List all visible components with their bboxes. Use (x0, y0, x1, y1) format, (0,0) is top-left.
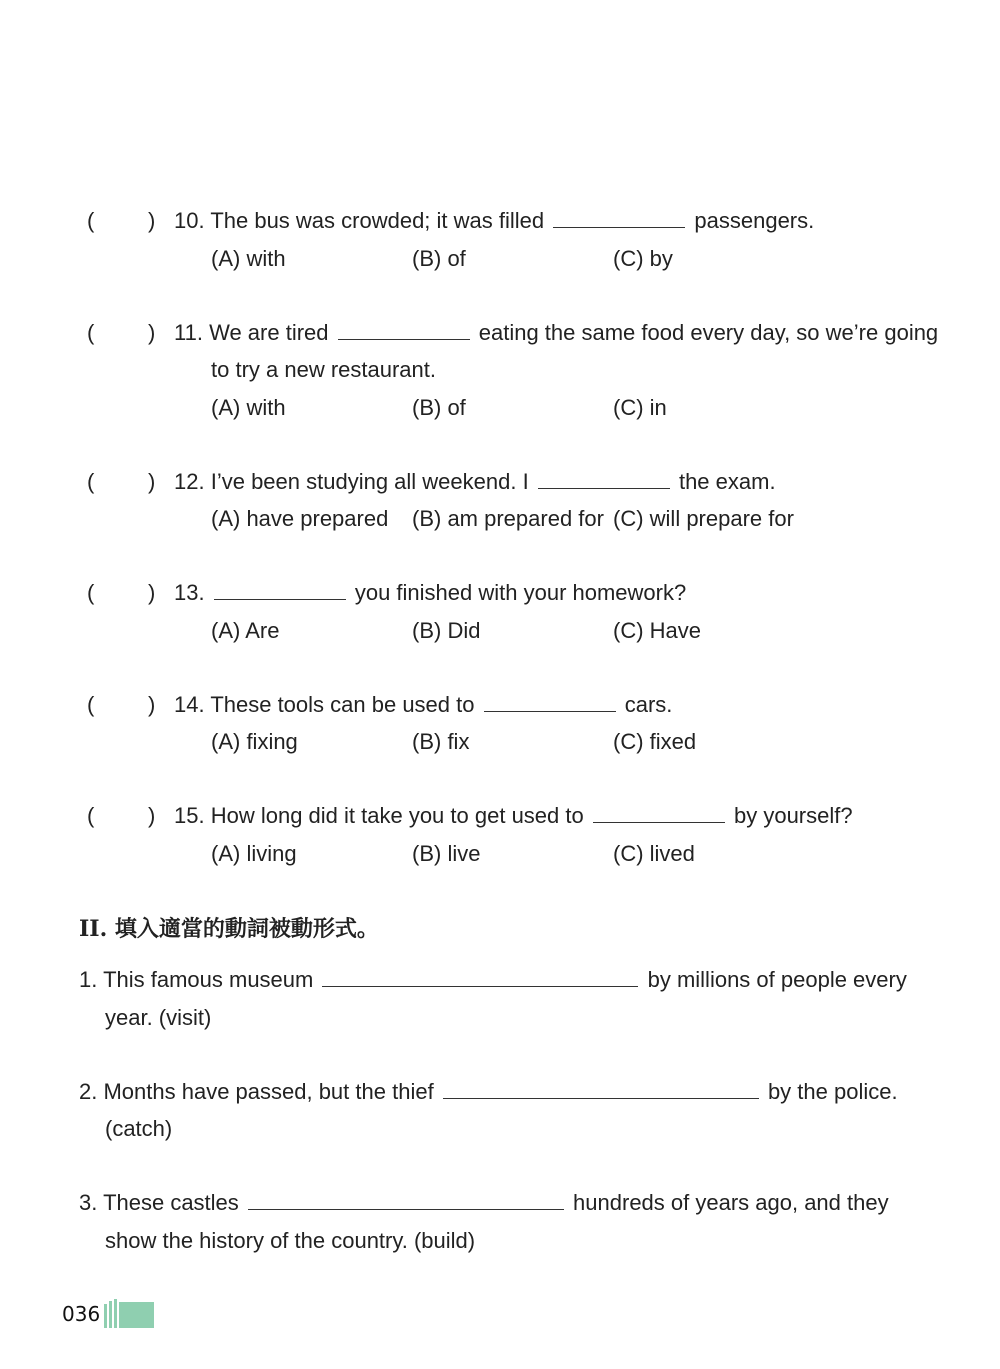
question-text-continuation: to try a new restaurant. (211, 357, 436, 382)
books-icon (104, 1299, 156, 1329)
answer-paren-close: ) (148, 580, 156, 605)
fill-item-after: hundreds of years ago, and they (573, 1190, 889, 1215)
question-number: 12. (174, 469, 205, 494)
option-c: (C) Have (613, 618, 702, 643)
question-text (174, 803, 853, 829)
option-a: (A) fixing (211, 729, 298, 754)
answer-blank (553, 227, 685, 228)
option-c: (C) will prepare for (613, 506, 794, 531)
question-number: 13. (174, 580, 205, 605)
fill-item-after: by the police. (767, 1079, 898, 1104)
question-text (174, 580, 686, 606)
answer-blank (484, 711, 616, 712)
fill-item-before: 1. This famous museum (79, 967, 314, 992)
question-text-after: passengers. (694, 208, 815, 233)
option-a: (A) with (211, 395, 286, 420)
question-number: 10. (174, 208, 205, 233)
answer-blank (443, 1098, 759, 1099)
section-title: II. 填入適當的動詞被動形式。 (79, 916, 379, 942)
answer-blank (338, 339, 470, 340)
fill-item-continuation: show the history of the country. (build) (105, 1228, 476, 1253)
question-text-after: eating the same food every day, so we’re going (478, 320, 939, 345)
option-a: (A) living (211, 841, 297, 866)
option-a: (A) have prepared (211, 506, 389, 531)
answer-blank (322, 986, 638, 987)
question-text-after: cars. (624, 692, 673, 717)
answer-paren-open: ( (87, 692, 95, 717)
option-c: (C) by (613, 246, 673, 271)
question-text-before: We are tired (209, 320, 329, 345)
question-text-before: I’ve been studying all weekend. I (210, 469, 529, 494)
option-a: (A) Are (211, 618, 280, 643)
question-number: 15. (174, 803, 205, 828)
option-b: (B) of (412, 395, 466, 420)
answer-paren-open: ( (87, 208, 95, 233)
question-text-before: These tools can be used to (210, 692, 475, 717)
option-b: (B) am prepared for (412, 506, 604, 531)
fill-item-line (79, 1079, 898, 1105)
answer-blank (538, 488, 670, 489)
page-number: 036 (62, 1302, 101, 1326)
option-b: (B) live (412, 841, 481, 866)
option-c: (C) fixed (613, 729, 697, 754)
answer-blank (593, 822, 725, 823)
option-b: (B) Did (412, 618, 481, 643)
question-text-after: the exam. (678, 469, 776, 494)
answer-paren-close: ) (148, 469, 156, 494)
question-number: 14. (174, 692, 205, 717)
fill-item-before: 2. Months have passed, but the thief (79, 1079, 434, 1104)
option-c: (C) in (613, 395, 667, 420)
question-text (174, 208, 814, 234)
fill-item-line (79, 1190, 889, 1216)
fill-item-after: by millions of people every (647, 967, 907, 992)
answer-blank (248, 1209, 564, 1210)
answer-paren-open: ( (87, 580, 95, 605)
option-b: (B) of (412, 246, 466, 271)
fill-item-line (79, 967, 907, 993)
question-text (174, 320, 938, 346)
answer-paren-close: ) (148, 692, 156, 717)
question-text-before: How long did it take you to get used to (210, 803, 584, 828)
option-c: (C) lived (613, 841, 695, 866)
answer-blank (214, 599, 346, 600)
fill-item-before: 3. These castles (79, 1190, 239, 1215)
answer-paren-close: ) (148, 803, 156, 828)
question-number: 11. (174, 320, 203, 345)
option-b: (B) fix (412, 729, 470, 754)
answer-paren-close: ) (148, 208, 156, 233)
option-a: (A) with (211, 246, 286, 271)
question-text-after: you finished with your homework? (354, 580, 687, 605)
question-text-after: by yourself? (733, 803, 853, 828)
fill-item-continuation: year. (visit) (105, 1005, 212, 1030)
answer-paren-open: ( (87, 469, 95, 494)
question-text-before: The bus was crowded; it was filled (210, 208, 545, 233)
answer-paren-close: ) (148, 320, 156, 345)
answer-paren-open: ( (87, 803, 95, 828)
fill-item-continuation: (catch) (105, 1116, 173, 1141)
question-text (174, 469, 776, 495)
question-text (174, 692, 672, 718)
answer-paren-open: ( (87, 320, 95, 345)
